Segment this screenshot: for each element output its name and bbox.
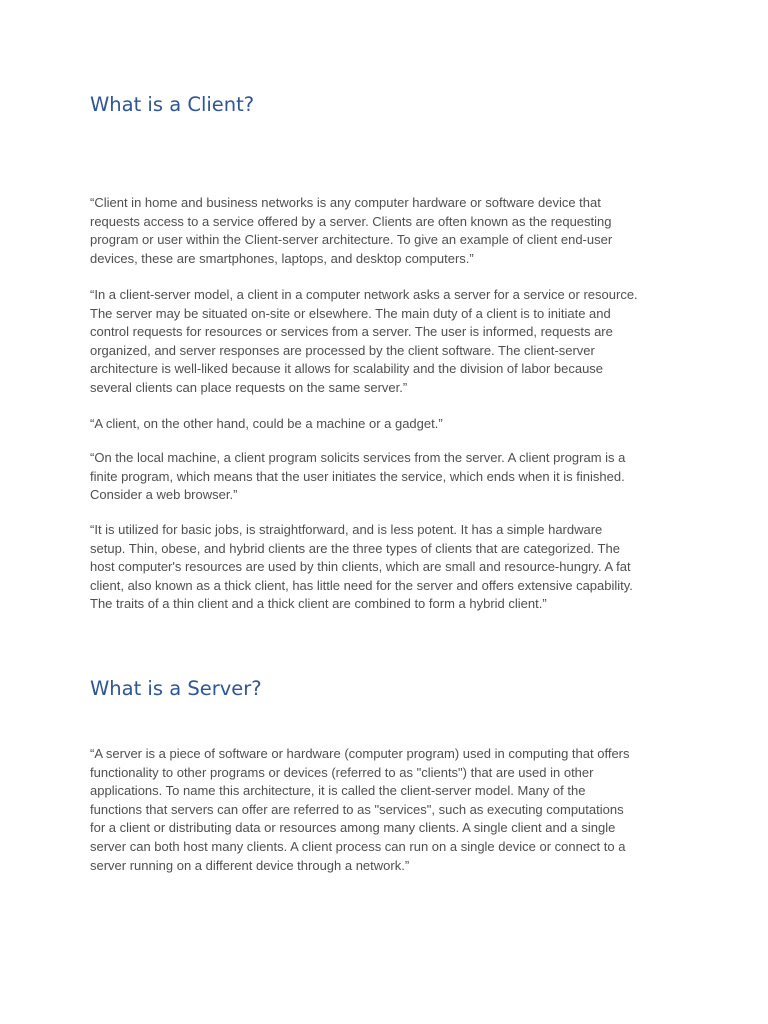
text-line: program or user within the Client-server architecture. To give an example of client end-user: [90, 232, 613, 248]
text-line: “Client in home and business networks is any computer hardware or software device that: [90, 195, 601, 210]
text-line: “It is utilized for basic jobs, is straightforward, and is less potent. It has a simple hardware: [90, 522, 603, 537]
text-line: organized, and server responses are processed by the client software. The client-server: [90, 342, 595, 358]
text-line: “In a client-server model, a client in a computer network asks a server for a service or resource.: [90, 287, 638, 302]
client-paragraph-2: [90, 286, 684, 398]
text-line: The server may be situated on-site or elsewhere. The main duty of a client is to initiate and: [90, 305, 611, 321]
text-line: applications. To name this architecture, it is called the client-server model. Many of the: [90, 783, 586, 799]
text-line: devices, these are smartphones, laptops, and desktop computers.”: [90, 250, 474, 266]
text-line: “A client, on the other hand, could be a machine or a gadget.”: [90, 416, 443, 431]
text-line: finite program, which means that the user initiates the service, which ends when it is finished.: [90, 468, 625, 484]
text-line: Consider a web browser.”: [90, 487, 238, 503]
text-line: “A server is a piece of software or hardware (computer program) used in computing that offers: [90, 746, 630, 761]
text-line: control requests for resources or services from a server. The user is informed, requests are: [90, 324, 613, 340]
text-line: several clients can place requests on the same server.”: [90, 379, 408, 395]
text-line: The traits of a thin client and a thick client are combined to form a hybrid client.”: [90, 596, 547, 612]
text-line: host computer's resources are used by thin clients, which are small and resource-hungry. A fat: [90, 559, 631, 575]
text-line: architecture is well-liked because it allows for scalability and the division of labor because: [90, 361, 604, 377]
server-section-heading: What is a Server?: [90, 677, 262, 700]
text-line: “On the local machine, a client program solicits services from the server. A client program is a: [90, 450, 626, 465]
client-paragraph-3: [90, 415, 684, 434]
text-line: functionality to other programs or devices (referred to as "clients") that are used in other: [90, 764, 594, 780]
text-line: functions that servers can offer are referred to as "services", such as executing computations: [90, 801, 624, 817]
text-line: for a client or distributing data or resources among many clients. A single client and a single: [90, 820, 616, 836]
text-line: client, also known as a thick client, has little need for the server and offers extensive capability.: [90, 577, 633, 593]
text-line: requests access to a service offered by a server. Clients are often known as the requesting: [90, 213, 612, 229]
client-paragraph-1: [90, 194, 684, 268]
client-section-heading: What is a Client?: [90, 93, 255, 116]
client-paragraph-4: [90, 449, 684, 505]
server-paragraph-1: [90, 745, 684, 875]
text-line: server running on a different device through a network.”: [90, 857, 410, 873]
text-line: setup. Thin, obese, and hybrid clients are the three types of clients that are categorized. The: [90, 540, 620, 556]
text-line: server can both host many clients. A client process can run on a single device or connect to a: [90, 838, 626, 854]
client-paragraph-5: [90, 521, 684, 614]
